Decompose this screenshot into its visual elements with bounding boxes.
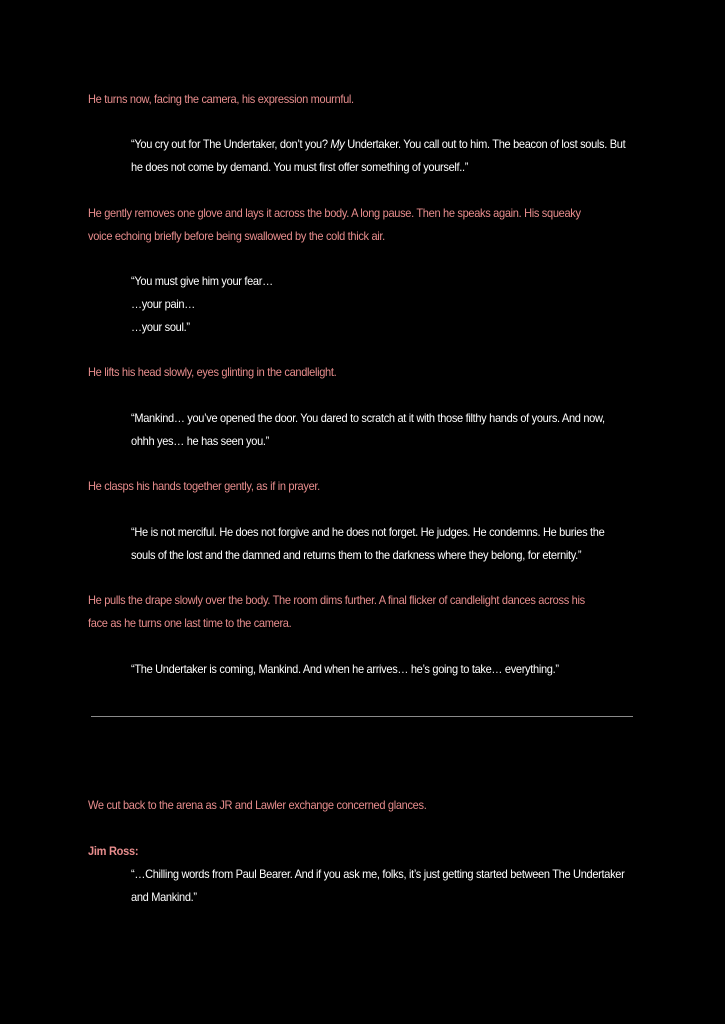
scene-divider — [91, 716, 633, 717]
dialogue-cry-out — [131, 133, 628, 179]
dialogue-opened-door: “Mankind… you’ve opened the door. You dared to scratch at it with those filthy hands of yours. And now, ohhh yes… he has seen you.” — [131, 411, 605, 448]
dialogue-not-merciful: “He is not merciful. He does not forgive and he does not forget. He judges. He condemns. He buries the souls of the lost and the damned and returns them to the darkness where they belong, for eternity.” — [131, 525, 605, 562]
dialogue-line-fear: “You must give him your fear… — [131, 274, 273, 288]
dialogue-cry-out-emphasis: My — [330, 137, 345, 151]
narration-cut-to-arena: We cut back to the arena as JR and Lawler exchange concerned glances. — [88, 798, 427, 812]
narration-turns-to-camera: He turns now, facing the camera, his expression mournful. — [88, 92, 354, 106]
dialogue-cry-out-start: “You cry out for The Undertaker, don’t you? — [131, 137, 331, 151]
narration-lifts-head: He lifts his head slowly, eyes glinting in the candlelight. — [88, 365, 337, 379]
narration-clasps-hands: He clasps his hands together gently, as if in prayer. — [88, 479, 320, 493]
dialogue-cry-out-end: Undertaker. You call out to him. The beacon of lost souls. But he does not come by demand. You must first offer something of yourself..” — [131, 137, 626, 174]
narration-removes-glove: He gently removes one glove and lays it across the body. A long pause. Then he speaks again. His squeaky voice echoing briefly before being swallowed by the cold thick air. — [88, 206, 581, 243]
speaker-name: Jim Ross: — [88, 844, 139, 858]
dialogue-line-soul: …your soul.” — [131, 320, 190, 334]
dialogue-line-pain: …your pain… — [131, 297, 195, 311]
narration-pulls-drape: He pulls the drape slowly over the body. The room dims further. A final flicker of candlelight dances across his face as he turns one last time to the camera. — [88, 593, 585, 630]
dialogue-undertaker-coming: “The Undertaker is coming, Mankind. And when he arrives… he’s going to take… everything.” — [131, 662, 559, 676]
dialogue-jim-ross: “…Chilling words from Paul Bearer. And if you ask me, folks, it’s just getting started between The Undertaker and Mankind.” — [131, 867, 625, 904]
dialogue-give-fear — [131, 270, 628, 339]
